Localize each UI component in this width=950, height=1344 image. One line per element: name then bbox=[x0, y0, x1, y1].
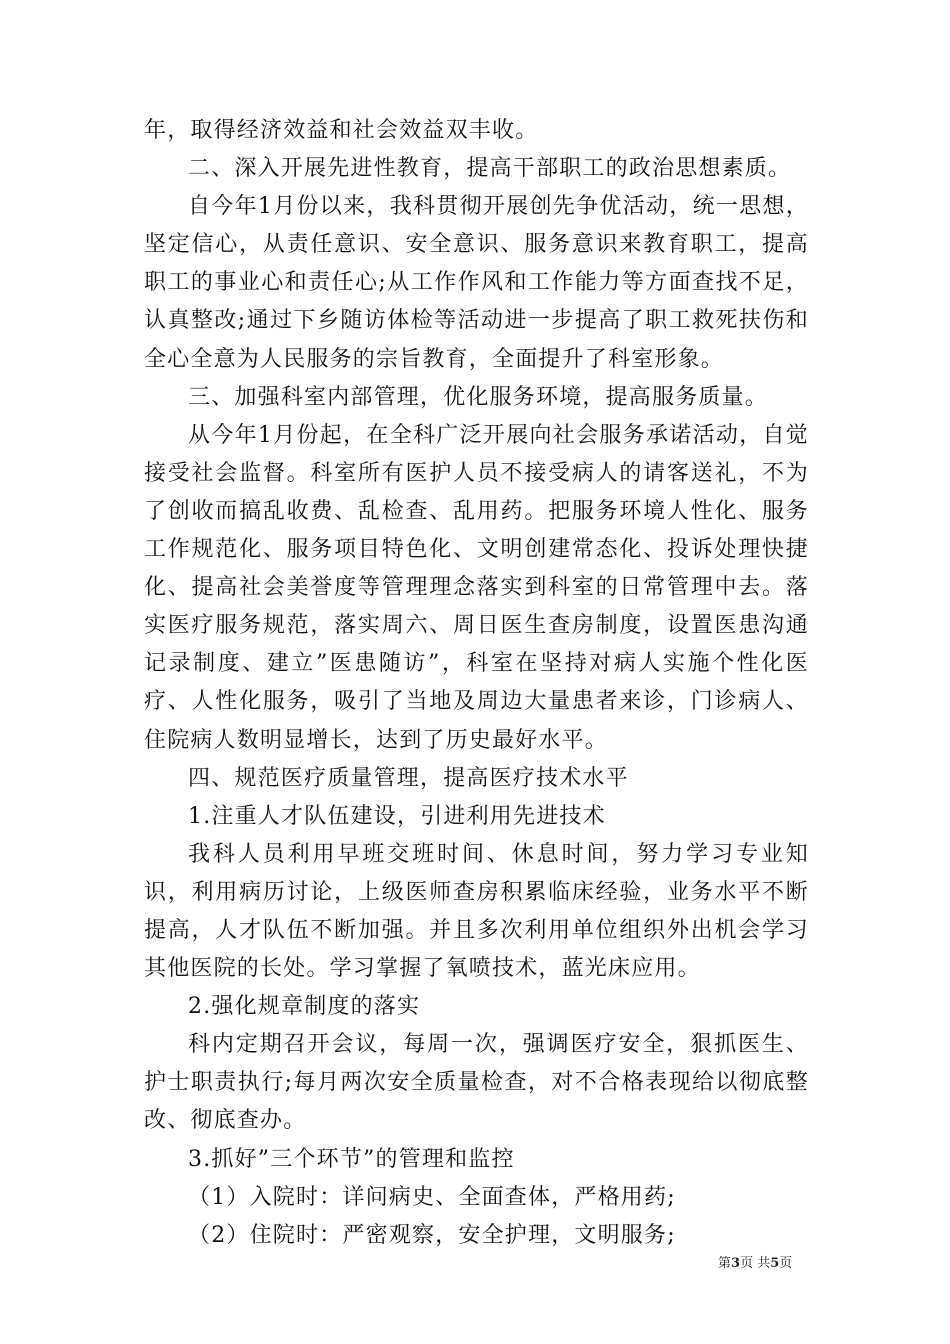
section-heading-4: 四、规范医疗质量管理，提高医疗技术水平 bbox=[188, 765, 629, 791]
subheading-3: 3.抓好”三个环节”的管理和监控 bbox=[188, 1146, 515, 1172]
paragraph-continuation: 年，取得经济效益和社会效益双丰收。 bbox=[144, 118, 539, 143]
page-number-footer bbox=[718, 1252, 792, 1271]
footer-prefix: 第 bbox=[718, 1256, 732, 1271]
section-heading-2: 二、深入开展先进性教育，提高干部职工的政治思想素质。 bbox=[188, 156, 792, 182]
paragraph-rules: 科内定期召开会议，每周一次，强调医疗安全，狠抓医生、护士职责执行;每月两次安全质量检查，对不合格表现给以彻底整改、彻底查办。 bbox=[144, 1032, 809, 1134]
list-item-admission: （1）入院时：详问病史、全面查体，严格用药; bbox=[188, 1184, 676, 1210]
footer-middle: 页 共 bbox=[740, 1256, 771, 1271]
paragraph-management: 从今年1月份起，在全科广泛开展向社会服务承诺活动，自觉接受社会监督。科室所有医护人员不接受病人的请客送礼，不为了创收而搞乱收费、乱检查、乱用药。把服务环境人性化、服务工作规范化、服务项目特色化、文明创建常态化、投诉处理快捷化、提高社会美誉度等管理理念落实到科室的日常管理中去。落实医疗服务规范，落实周六、周日医生查房制度，设置医患沟通记录制度、建立”医患随访”，科室在坚持对病人实施个性化医疗、人性化服务，吸引了当地及周边大量患者来诊，门诊病人、住院病人数明显增长，达到了历史最好水平。 bbox=[144, 422, 809, 753]
document-body bbox=[144, 112, 809, 1255]
footer-total-pages: 5 bbox=[770, 1256, 780, 1271]
footer-current-page: 3 bbox=[731, 1256, 741, 1271]
paragraph-education: 自今年1月份以来，我科贯彻开展创先争优活动，统一思想，坚定信心，从责任意识、安全意识、服务意识来教育职工，提高职工的事业心和责任心;从工作作风和工作能力等方面查找不足，认真整改;通过下乡随访体检等活动进一步提高了职工救死扶伤和全心全意为人民服务的宗旨教育，全面提升了科室形象。 bbox=[144, 194, 809, 372]
list-item-hospitalization: （2）住院时：严密观察，安全护理，文明服务; bbox=[188, 1222, 676, 1248]
subheading-2: 2.强化规章制度的落实 bbox=[188, 994, 421, 1020]
subheading-1: 1.注重人才队伍建设，引进利用先进技术 bbox=[188, 803, 606, 829]
paragraph-talent: 我科人员利用早班交班时间、休息时间，努力学习专业知识，利用病历讨论，上级医师查房积累临床经验，业务水平不断提高，人才队伍不断加强。并且多次利用单位组织外出机会学习其他医院的长处。学习掌握了氧喷技术，蓝光床应用。 bbox=[144, 841, 809, 982]
section-heading-3: 三、加强科室内部管理，优化服务环境，提高服务质量。 bbox=[188, 384, 769, 410]
footer-suffix: 页 bbox=[779, 1256, 793, 1271]
